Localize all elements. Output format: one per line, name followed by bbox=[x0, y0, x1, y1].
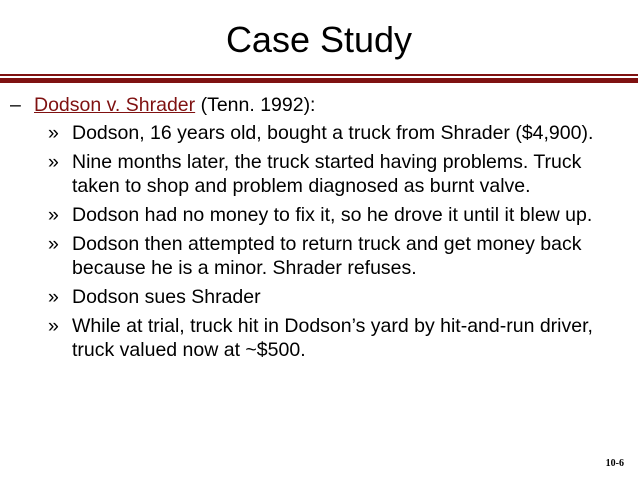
slide-content bbox=[10, 93, 625, 367]
bullet-text: While at trial, truck hit in Dodson’s yard by hit-and-run driver, truck valued now at ~$500. bbox=[72, 315, 593, 361]
bullet-marker: » bbox=[48, 315, 59, 337]
bullet-text: Dodson had no money to fix it, so he drove it until it blew up. bbox=[72, 204, 593, 226]
case-name: Dodson v. Shrader bbox=[34, 94, 196, 116]
bullet-marker: » bbox=[48, 204, 59, 226]
case-heading bbox=[10, 93, 625, 117]
title-divider-thin bbox=[0, 74, 638, 76]
page-number: 10-6 bbox=[605, 458, 624, 469]
bullet-list bbox=[10, 121, 625, 362]
case-citation: (Tenn. 1992): bbox=[195, 94, 316, 116]
bullet-marker: » bbox=[48, 233, 59, 255]
dash-bullet: – bbox=[10, 94, 21, 116]
bullet-text: Dodson, 16 years old, bought a truck from Shrader ($4,900). bbox=[72, 122, 594, 144]
bullet-text: Dodson then attempted to return truck and get money back because he is a minor. Shrader refuses. bbox=[72, 233, 582, 279]
list-item bbox=[10, 150, 625, 198]
list-item bbox=[10, 232, 625, 280]
list-item bbox=[10, 314, 625, 362]
list-item bbox=[10, 203, 625, 227]
list-item bbox=[10, 121, 625, 145]
bullet-marker: » bbox=[48, 122, 59, 144]
title-divider-thick bbox=[0, 78, 638, 83]
slide-title: Case Study bbox=[225, 19, 413, 60]
bullet-marker: » bbox=[48, 286, 59, 308]
list-item bbox=[10, 285, 625, 309]
bullet-marker: » bbox=[48, 151, 59, 173]
bullet-text: Dodson sues Shrader bbox=[72, 286, 261, 308]
bullet-text: Nine months later, the truck started having problems. Truck taken to shop and problem diagnosed as burnt valve. bbox=[72, 151, 582, 197]
